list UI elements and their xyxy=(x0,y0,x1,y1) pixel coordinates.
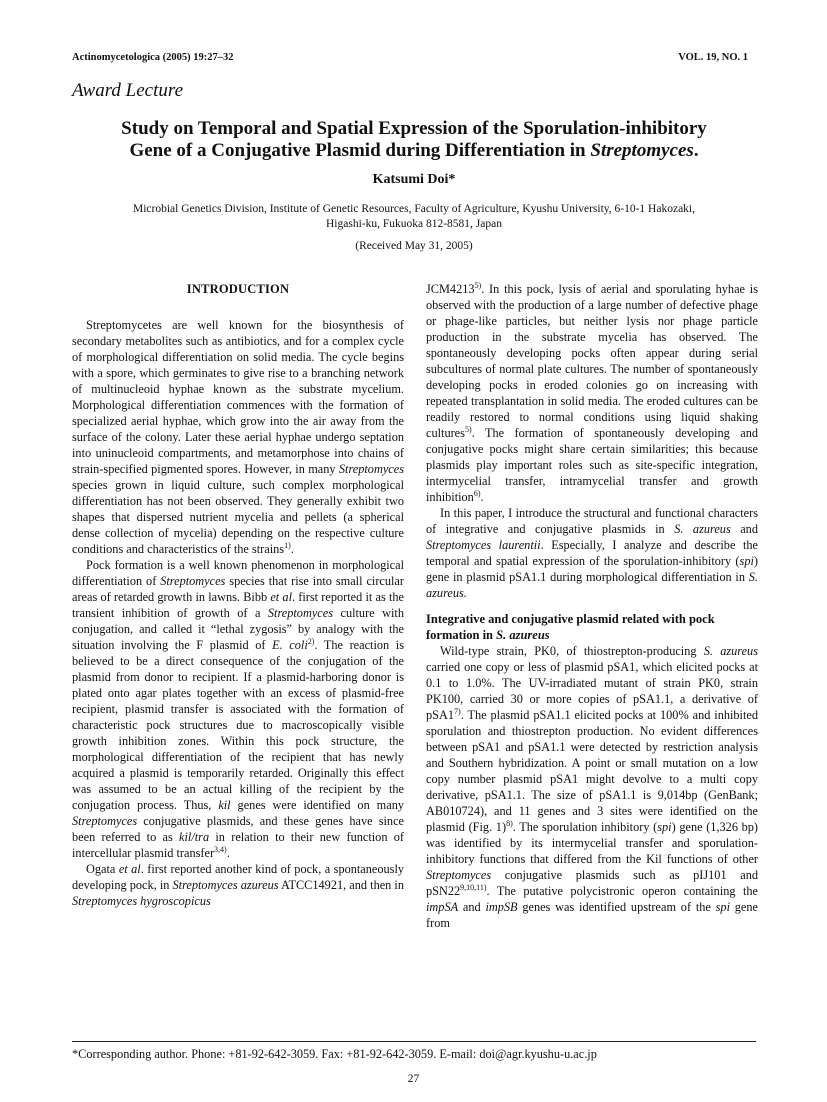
body-paragraph: Ogata et al. first reported another kind of pock, a spontaneously developing pock, in Streptomyces azureus ATCC14921, and then in Streptomyces hygroscopicus xyxy=(72,862,405,908)
journal-citation: Actinomycetologica (2005) 19:27–32 xyxy=(72,52,234,63)
intro-heading: INTRODUCTION xyxy=(186,282,290,296)
body-paragraph: In this paper, I introduce the structural and functional characters of integrative and conjugative plasmids in S. azureus and Streptomyces laurentii. Especially, I analyze and describe the temporal and spatial expression of the sporulation-inhibitory (spi) gene in plasmid pSA1.1 during morphological differentiation in S. azureus. xyxy=(426,506,759,600)
page-number: 27 xyxy=(407,1073,420,1085)
title-line-2: Gene of a Conjugative Plasmid during Differentiation in xyxy=(129,140,591,161)
body-paragraph: Pock formation is a well known phenomenon in morphological differentiation of Streptomyces species that rise into small circular areas of retarded growth in lawns. Bibb et al. first reported it as the transient inhibition of growth of a Streptomyces culture with conjugation, and called it “lethal zygosis” by analogy with the situation involving the F plasmid of E. coli$^{2)}$. The reaction is believed to be a direct consequence of the conjugation of the plasmid from donor to recipient. If a plasmid-harboring donor is plated onto agar plates together with an excess of plasmid-free recipient, plasmid transfer is associated with the formation of characteristic pock structures due to macroscopically visible growth inhibition zones. Within this pock structure, the morphological differentiation of the recipient that has newly acquired a plasmid is temporarily retarded. Originally this effect was assumed to be an actual killing of the recipient by the conjugation process. Thus, kil genes were identified on many Streptomyces conjugative plasmids, and these genes have since been referred to as kil/tra in relation to their new function of intercellular plasmid transfer$^{3,4)}$. xyxy=(72,558,405,860)
right-column xyxy=(426,281,758,931)
footnote: *Corresponding author. Phone: +81-92-642-3059. Fax: +81-92-642-3059. E-mail: doi@agr.kyushu-u.ac.jp xyxy=(72,1047,597,1061)
subsection-heading-species: S. azureus xyxy=(496,628,550,642)
left-column xyxy=(72,281,404,909)
volume-number: VOL. 19, NO. 1 xyxy=(678,52,748,63)
subsection-heading xyxy=(426,611,758,643)
body-paragraph: Streptomycetes are well known for the biosynthesis of secondary metabolites such as antibiotics, and for a complex cycle of morphological differentiation on solid media. The cycle begins with a spore, which germinates to give rise to a branching network of multinucleoid hyphae known as the substrate mycelium. Morphological differentiation commences with the formation of specialized aerial hyphae, which grow into the air away from the surface of the colony. Later these aerial hyphae undergo septation into uninucleoid compartments, and metamorphose into chains of strain-specified pigmented spores. However, in many Streptomyces species grown in liquid culture, such complex morphological differentiation has not been observed. They generally exhibit two shapes that dispersed nutrient mycelia and pellets (a spherical dense collection of mycelia) depending on the respective culture conditions and characteristics of the strains$^{1)}$. xyxy=(72,318,404,556)
affiliation xyxy=(72,202,756,232)
received-date: (Received May 31, 2005) xyxy=(355,240,473,252)
affiliation-line-1: Microbial Genetics Division, Institute of Genetic Resources, Faculty of Agriculture, Kyushu University, 6-10-1 Hakozaki, xyxy=(133,203,695,215)
body-paragraph: Wild-type strain, PK0, of thiostrepton-producing S. azureus carried one copy or less of plasmid pSA1, which elicited pocks at 0.1 to 1.0%. The UV-irradiated mutant of strain PK0, strain PK100, carried 30 or more copies of pSA1.1, a derivative of pSA1$^{7)}$. The plasmid pSA1.1 elicited pocks at 100% and inhibited sporulation and thiostrepton production. No evident differences between pSA1 and pSA1.1 were detected by restriction analysis and Southern hybridization. A point or small mutation on a low copy number plasmid pSA1 might devolve to a multi copy derivative, pSA1.1. The size of pSA1.1 is 9,014bp (GenBank; AB010724), and 11 genes and 3 sites were identified on the plasmid (Fig. 1)$^{8)}$. The sporulation inhibitory (spi) gene (1,326 bp) was identified by its intermycelial transfer and sporulation-inhibitory functions that differed from the Kil functions of other Streptomyces conjugative plasmids such as pIJ101 and pSN22$^{9,10,11)}$. The putative polycistronic operon containing the impSA and impSB genes was identified upstream of the spi gene from xyxy=(426,644,759,930)
body-paragraph: JCM4213$^{5)}$. In this pock, lysis of aerial and sporulating hyhae is observed with the production of a large number of defective phage or phage-like particles, but neither lysis nor phage particle production in the substrate mycelia has observed. The spontaneously developing pocks often appear during serial subcultures of normal plate cultures. The number of spontaneously developing pocks in eroded colonies go on increasing with repeated transplantation in solid media. The eroded cultures can be readily restored to normal conditions using liquid shaking cultures$^{5)}$. The formation of spontaneously developing and conjugative pocks might share certain similarities; this because plasmids play important roles such as site-specific integration, intermycelial transfer, intramycelial transfer and growth inhibition$^{6)}$. xyxy=(426,280,758,504)
title-period: . xyxy=(693,140,699,161)
subsection-heading-text: Integrative and conjugative plasmid related with pock formation in xyxy=(426,612,715,642)
title-genus: Streptomyces xyxy=(590,140,694,161)
author-name: Katsumi Doi* xyxy=(372,172,456,187)
affiliation-line-2: Higashi-ku, Fukuoka 812-8581, Japan xyxy=(326,218,502,230)
title-line-1: Study on Temporal and Spatial Expression of the Sporulation-inhibitory xyxy=(121,118,707,139)
article-kind: Award Lecture xyxy=(72,80,184,101)
article-title xyxy=(72,118,756,162)
footnote-rule xyxy=(72,1041,756,1042)
